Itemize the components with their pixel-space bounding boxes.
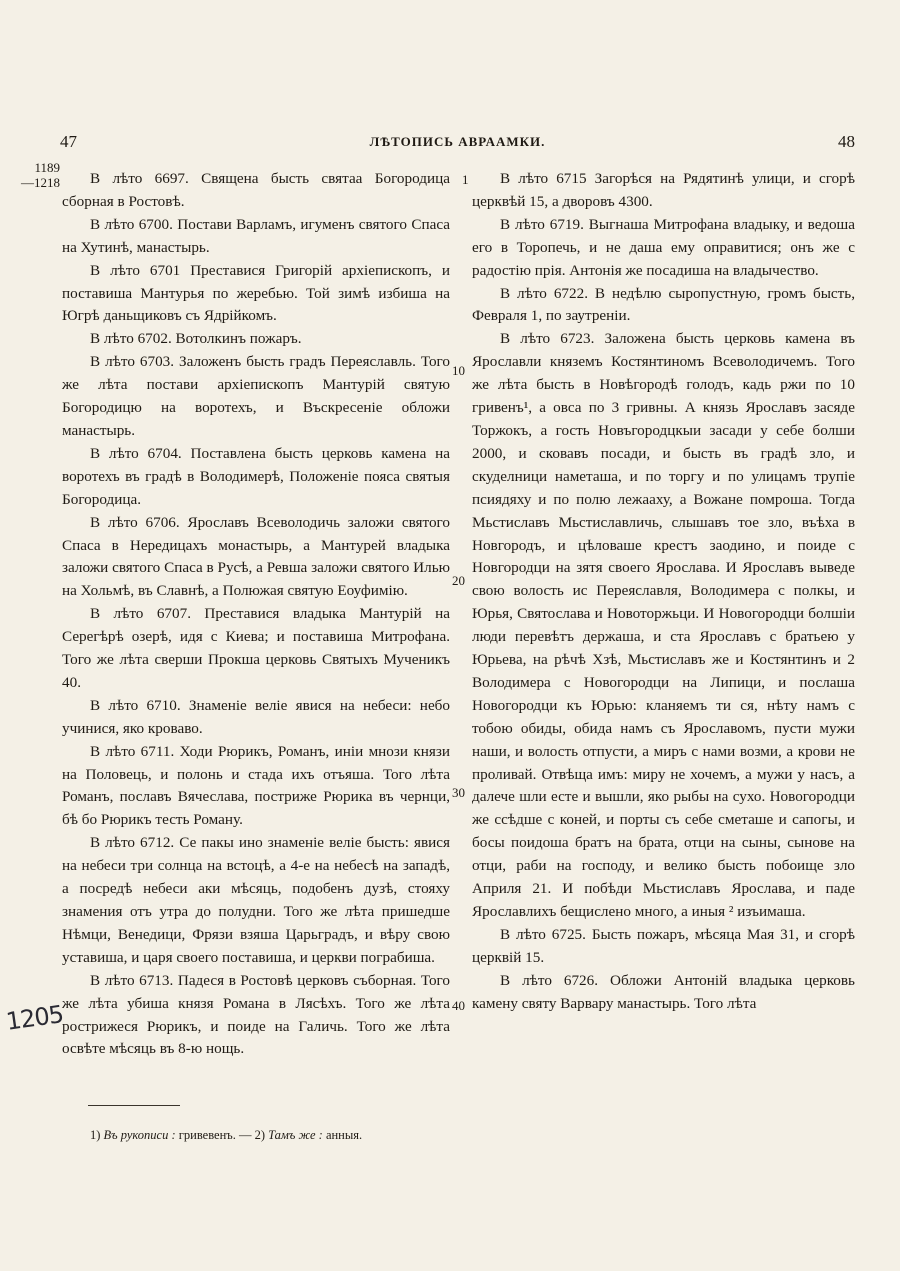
footnote-label: Въ рукописи : [103,1128,176,1142]
entry-paragraph: В лѣто 6703. Заложенъ бысть градъ Переяславль. Того же лѣта постави архіепископъ Мантурій святую Богородицю на воротехъ, и Въскресеніе обложи манастырь. [62,353,450,439]
line-number-10: 10 [452,363,465,378]
footnote-text: гривевенъ. — [178,1128,252,1142]
footnotes [90,1128,362,1143]
entry-paragraph: В лѣто 6723. Заложена бысть церковь камена въ Ярославли княземъ Костянтиномъ Всеволодичемъ. Того же лѣта бысть в Новѣгородѣ голодъ, кадь ржи по 10 гривенъ¹, а овса по 3 гривны. А князь Ярославъ засяде Торжокъ, а гость Новъгородцкыи засади у себе болши 2000, и сковавъ посади, и бысть въ градѣ зло, и скуделници наметаша, и по торгу и по улицамъ трупіе псиядяху и по полю лежааху, а Вожане помроша. Тогда Мьстиславъ Мьстиславличь, слышавъ тое зло, въѣха в Новгородъ, и цѣловаше крестъ заодино, и поиде с Новгородци на зятя своего Ярослава. И Ярославъ выведе свою волость ис Переяславля, Володимера с полкы, и Юрья, Святослава и Новоторжьци. И Новогородци болшіи люди перевѣтъ держаша, и ста Ярославъ с братьею у Юрьева, на рѣчѣ Хзѣ, Мьстиславъ же и Костянтинъ и 2 Володимера с Новогородци на Липици, и послаша Новогородци къ Юрью: кланяемъ ти ся, нѣту намъ с тобою обиды, обида намъ съ Ярославомъ, пусти мужи наши, и волость отпусти, а миръ с нами возми, а крови не проливай. Отвѣща имъ: миру не хочемъ, а мужи у насъ, а далече шли есте и вышли, яко рыбы на сухо. Новогородци же ссѣдше с коней, и порты съ себе сметаше и сапогы, и босы поидоша братъ на брата, отци на сыны, сынове на отци, раби на господу, и велико бысть побоище зло Априля 21. И побѣди Мьстиславъ Ярослава, и паде Ярославлихъ бещислено много, а иныя ² изъимаша. [472,330,855,920]
entry-paragraph: В лѣто 6711. Ходи Рюрикъ, Романъ, иніи мнози князи на Половець, и полонь и стада ихъ отъяша. Того лѣта Романъ, пославъ Вячеслава, постриже Рюрика въ чернци, бѣ бо Рюрикъ тесть Роману. [62,742,450,829]
page-number-right: 48 [838,132,855,151]
page-header [60,132,855,156]
entry-paragraph: В лѣто 6715 Загорѣся на Рядятинѣ улици, и сгорѣ церквѣй 15, а дворовъ 4300. [472,170,855,210]
line-number-20: 20 [452,573,465,588]
entry-paragraph: В лѣто 6701 Преставися Григорій архіепископъ, и поставиша Мантурья по жеребью. Той зимѣ избиша на Югрѣ даньщиковъ съ Ядрійкомъ. [62,261,450,325]
handwritten-note: 1205 [4,1000,65,1036]
line-number-1: 1 [462,172,469,187]
entry-paragraph: В лѣто 6719. Выгнаша Митрофана владыку, и ведоша его в Торопечь, и не даша ему оправитися; онъ же с радостію прія. Антонія же посадиша на владычество. [472,215,855,279]
footnote-number: 2) [254,1128,266,1142]
line-number-40: 40 [452,998,465,1013]
footnote-rule [88,1105,180,1106]
entry-paragraph: В лѣто 6700. Постави Варламъ, игуменъ святого Спаса на Хутинѣ, манастырь. [62,215,450,256]
entry-paragraph: В лѣто 6704. Поставлена бысть церковь камена на воротехъ въ градѣ в Володимерѣ, Положеніе пояса святыя Богородица. [62,444,450,508]
footnote-number: 1) [90,1128,101,1142]
entry-paragraph: В лѣто 6702. Вотолкинъ пожаръ. [90,330,302,348]
footnote-label: Тамъ же : [268,1128,323,1142]
margin-years: 1189 —1218 [21,160,60,190]
entry-paragraph: В лѣто 6725. Бысть пожаръ, мѣсяца Мая 31, и сгорѣ церквій 15. [472,925,855,966]
entry-paragraph: В лѣто 6713. Падеся в Ростовѣ церковъ съборная. Того же лѣта убиша князя Романа в Лясѣхъ. Того же лѣта рострижеся Рюрикъ, и поиде на Галичь. Того же лѣта освѣте мѣсяць въ 8-ю нощь. [62,971,450,1058]
entry-paragraph: В лѣто 6707. Преставися владыка Мантурій на Серегѣрѣ озерѣ, идя с Киева; и поставиша Митрофана. Того же лѣта сверши Прокша церковь Святыхъ Мученикъ 40. [62,605,450,691]
entry-paragraph: В лѣто 6712. Се пакы ино знаменіе веліе бысть: явися на небеси три солнца на встоцѣ, а 4-е на небесѣ на западѣ, а посредѣ небеси аки мѣсяць, подобенъ дузѣ, стояху знамения отъ утра до полудни. Того же лѣта пришедше Нѣмци, Венедици, Фрязи взяша Царьградъ, и вѣру свою уставиша, и царя своего поставиша, и церкви пограбиша. [62,834,450,966]
entry-paragraph: В лѣто 6710. Знаменіе веліе явися на небеси: небо учинися, яко кроваво. [62,696,450,737]
entry-paragraph: В лѣто 6722. В недѣлю сыропустную, громъ бысть, Февраля 1, по заутреніи. [472,284,855,325]
entry-paragraph: В лѣто 6706. Ярославъ Всеволодичь заложи святого Спаса в Нередицахъ монастырь, а Мантурей владыка заложи святого Спаса в Русѣ, а Ревша заложи святого Илью на Хольмѣ, въ Славнѣ, а Полюжая святую Еоуфимію. [62,513,450,600]
page-number-left: 47 [60,132,77,151]
entry-paragraph: В лѣто 6726. Обложи Антоній владыка церковь камену святу Варвару манастырь. Того лѣта [472,971,855,1012]
entry-paragraph: В лѣто 6697. Священа бысть святаа Богородица сборная в Ростовѣ. [62,170,450,210]
left-column [62,168,450,1061]
line-number-30: 30 [452,785,465,800]
right-column [472,168,855,1016]
running-title: ЛѢТОПИСЬ АВРААМКИ. [369,134,546,149]
footnote-text: анныя. [325,1128,363,1142]
